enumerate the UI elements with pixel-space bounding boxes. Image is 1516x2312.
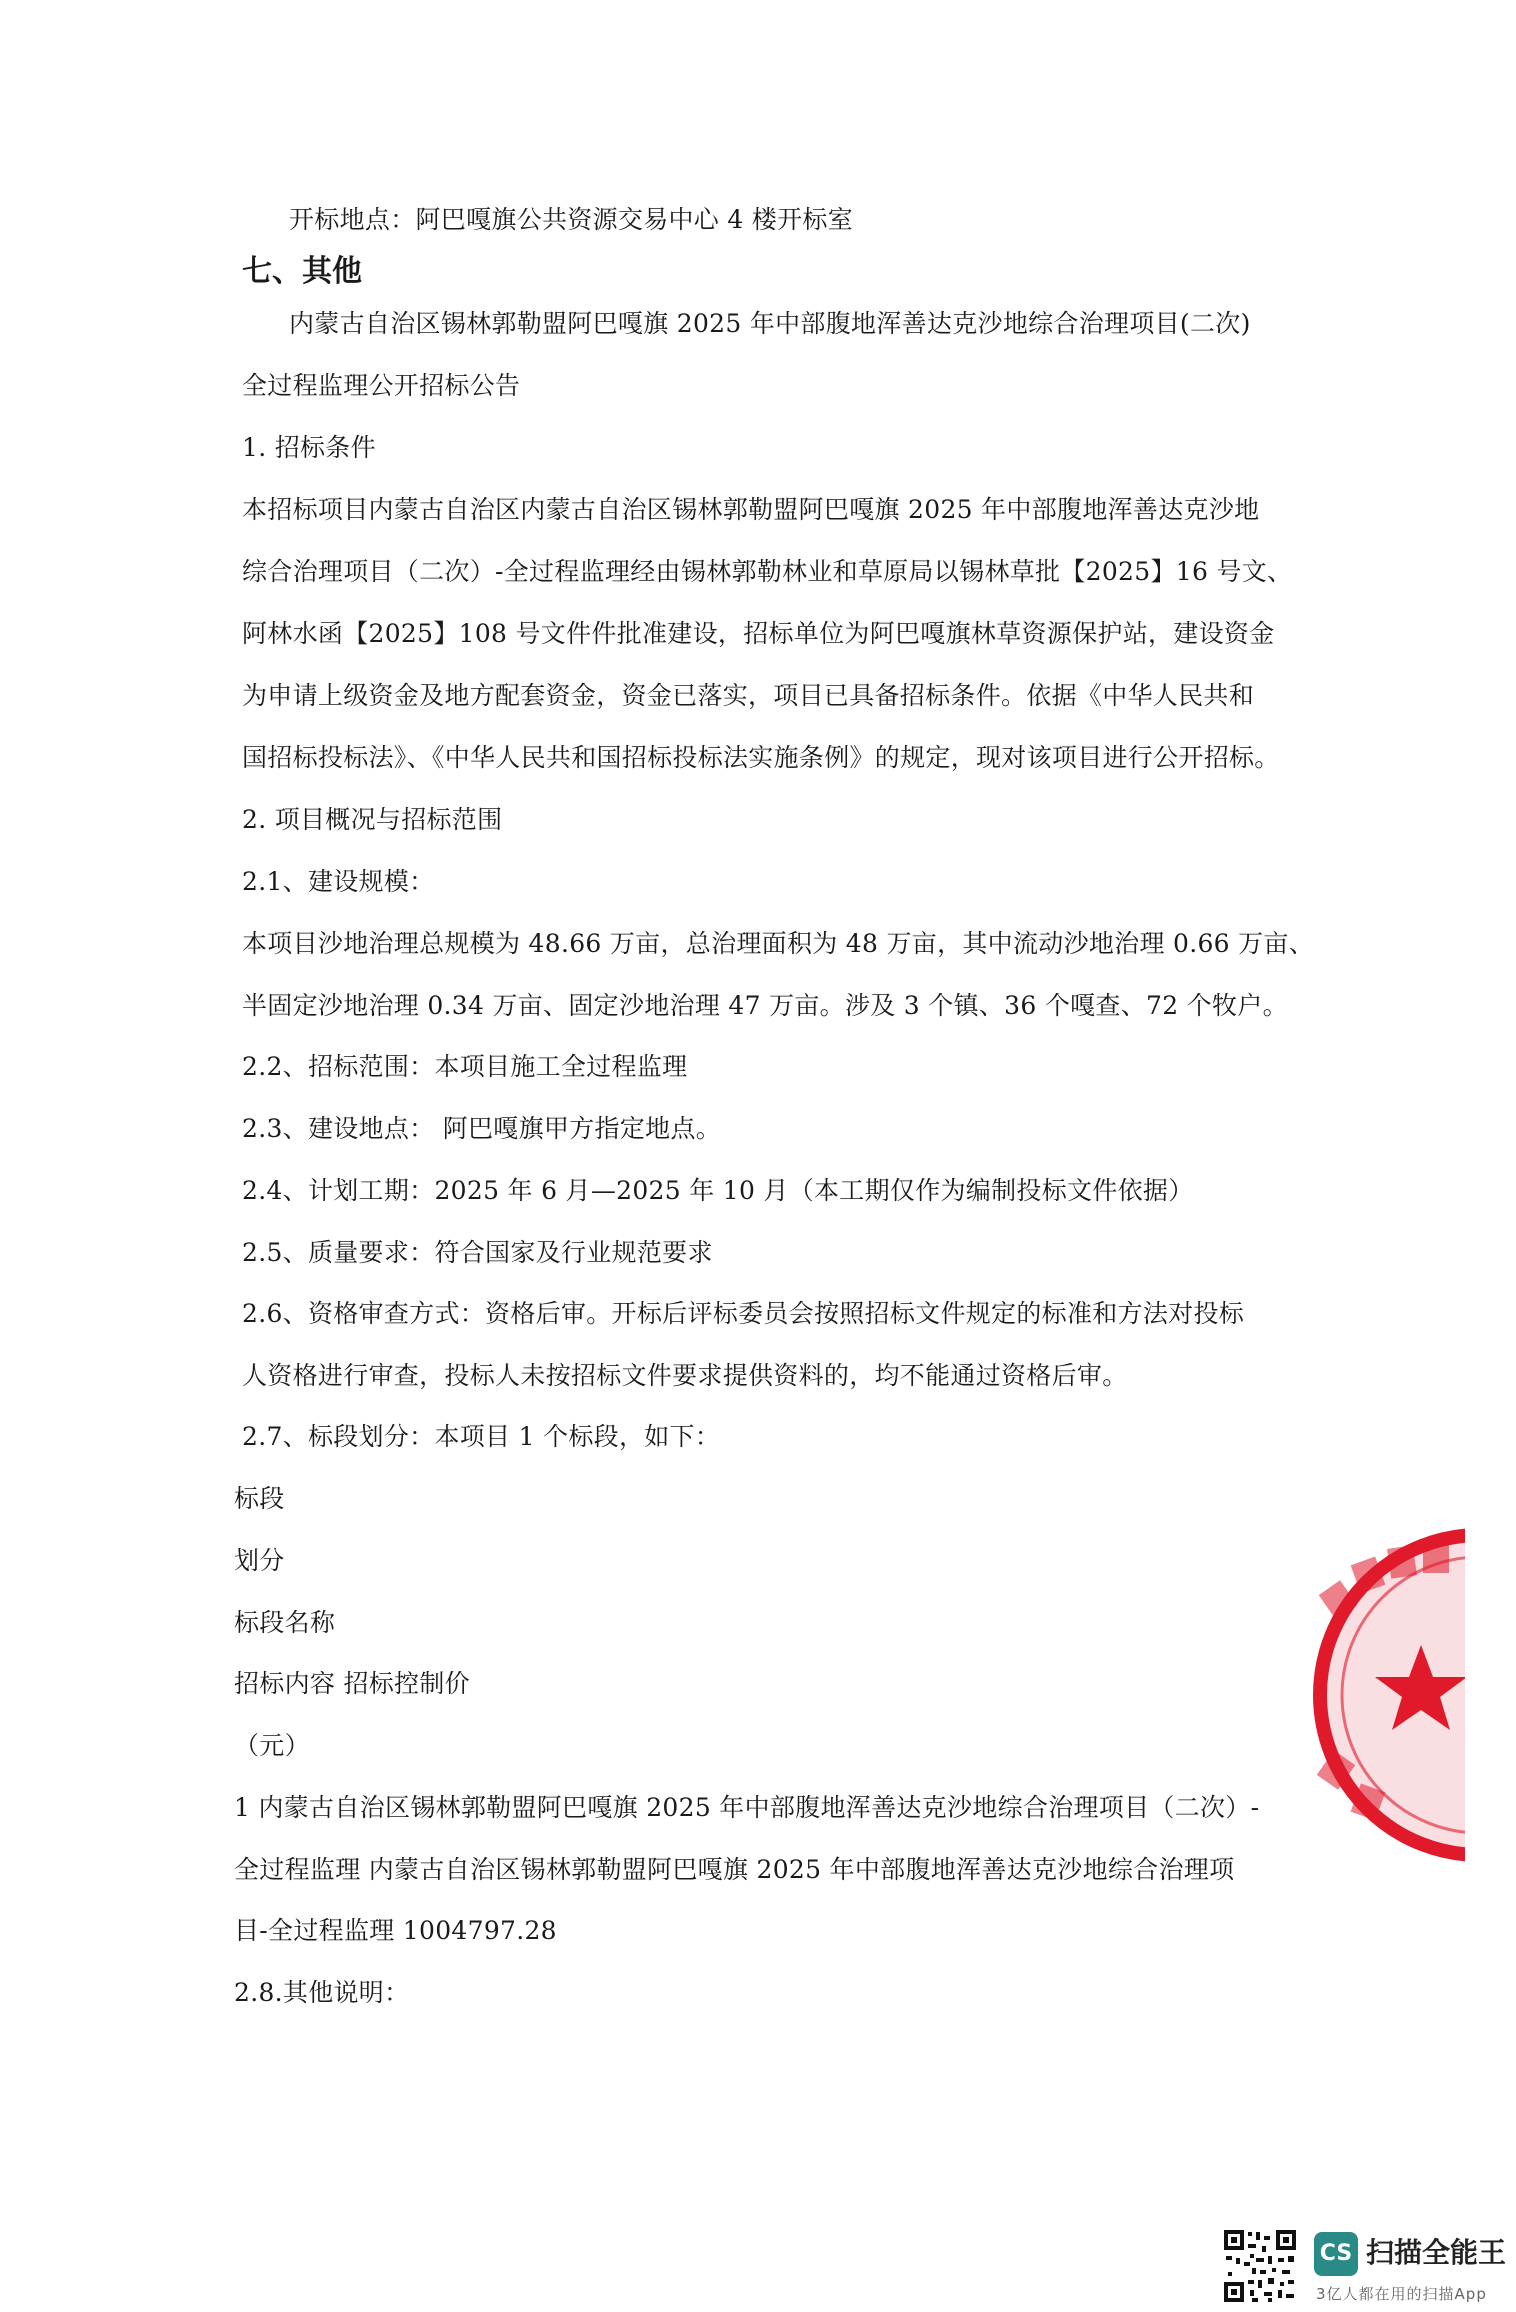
- table-header-cell: 标段名称: [234, 1608, 336, 1637]
- paragraph-line: 综合治理项目（二次）-全过程监理经由锡林郭勒林业和草原局以锡林草批【2025】16 号文、: [242, 557, 1293, 586]
- section-heading-other: 七、其他: [242, 254, 362, 289]
- paragraph-line: 为申请上级资金及地方配套资金，资金已落实，项目已具备招标条件。依据《中华人民共和: [242, 681, 1255, 710]
- subsection-2-1: 2.1、建设规模：: [242, 867, 435, 896]
- app-name: 扫描全能王: [1366, 2236, 1507, 2269]
- table-row: 目-全过程监理 1004797.28: [234, 1916, 557, 1945]
- paragraph-line: 阿林水函【2025】108 号文件件批准建设，招标单位为阿巴嘎旗林草资源保护站，建设资金: [242, 619, 1275, 648]
- paragraph-line: 本项目沙地治理总规模为 48.66 万亩，总治理面积为 48 万亩，其中流动沙地治理 0.66 万亩、: [242, 929, 1315, 958]
- bid-opening-location: 开标地点：阿巴嘎旗公共资源交易中心 4 楼开标室: [289, 205, 854, 234]
- camscanner-logo-icon: CS: [1314, 2232, 1358, 2276]
- app-tagline: 3亿人都在用的扫描App: [1316, 2285, 1487, 2303]
- notice-title-line-1: 内蒙古自治区锡林郭勒盟阿巴嘎旗 2025 年中部腹地浑善达克沙地综合治理项目(二次): [289, 309, 1251, 338]
- table-row: 1 内蒙古自治区锡林郭勒盟阿巴嘎旗 2025 年中部腹地浑善达克沙地综合治理项目（二次）-: [234, 1793, 1260, 1822]
- table-row: 全过程监理 内蒙古自治区锡林郭勒盟阿巴嘎旗 2025 年中部腹地浑善达克沙地综合治理项: [234, 1855, 1235, 1884]
- subsection-2-8: 2.8.其他说明：: [234, 1978, 410, 2007]
- subsection-2-4: 2.4、计划工期：2025 年 6 月—2025 年 10 月（本工期仅作为编制投标文件依据）: [242, 1176, 1194, 1205]
- paragraph-line: 人资格进行审查，投标人未按招标文件要求提供资料的，均不能通过资格后审。: [242, 1361, 1128, 1390]
- section-1-heading: 1. 招标条件: [242, 433, 376, 462]
- qr-code-icon: [1222, 2228, 1298, 2304]
- company-seal: [1305, 1525, 1465, 1865]
- notice-title-line-2: 全过程监理公开招标公告: [242, 371, 521, 400]
- table-header-cell: 标段: [234, 1484, 285, 1513]
- subsection-2-6: 2.6、资格审查方式：资格后审。开标后评标委员会按照招标文件规定的标准和方法对投标: [242, 1299, 1245, 1328]
- scanner-watermark: [1222, 2228, 1516, 2312]
- table-header-cell: 招标内容 招标控制价: [234, 1669, 470, 1698]
- table-header-cell: （元）: [234, 1731, 310, 1760]
- table-header-cell: 划分: [234, 1546, 285, 1575]
- subsection-2-7: 2.7、标段划分：本项目 1 个标段，如下：: [242, 1422, 721, 1451]
- paragraph-line: 国招标投标法》、《中华人民共和国招标投标法实施条例》的规定，现对该项目进行公开招标。: [242, 743, 1280, 772]
- paragraph-line: 半固定沙地治理 0.34 万亩、固定沙地治理 47 万亩。涉及 3 个镇、36 个嘎查、72 个牧户。: [242, 991, 1288, 1020]
- subsection-2-5: 2.5、质量要求：符合国家及行业规范要求: [242, 1238, 713, 1267]
- section-2-heading: 2. 项目概况与招标范围: [242, 805, 503, 834]
- paragraph-line: 本招标项目内蒙古自治区内蒙古自治区锡林郭勒盟阿巴嘎旗 2025 年中部腹地浑善达克沙地: [242, 495, 1260, 524]
- subsection-2-2: 2.2、招标范围：本项目施工全过程监理: [242, 1052, 688, 1081]
- subsection-2-3: 2.3、建设地点： 阿巴嘎旗甲方指定地点。: [242, 1114, 722, 1143]
